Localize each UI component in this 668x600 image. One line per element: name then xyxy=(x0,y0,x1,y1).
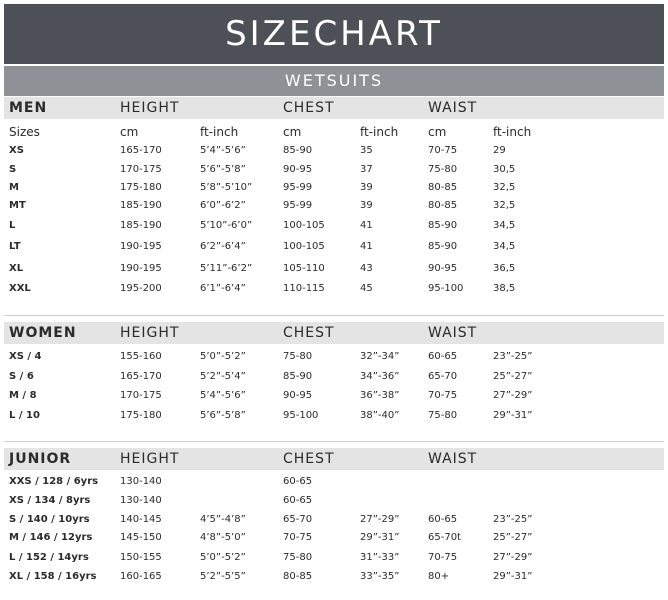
men-table-cell: 5’10”-6’0” xyxy=(200,220,253,231)
junior-table-cell: 130-140 xyxy=(120,476,162,487)
women-table-cell: 38”-40” xyxy=(360,410,400,421)
junior-section-label: JUNIOR xyxy=(9,451,72,467)
women-table-cell: 170-175 xyxy=(120,390,162,401)
women-table-cell: 5’0”-5’2” xyxy=(200,351,246,362)
chart-title: SIZECHART xyxy=(4,4,664,64)
junior-table-cell: 33”-35” xyxy=(360,571,400,582)
junior-table-cell: 70-75 xyxy=(428,552,458,563)
men-table-cell: 5’8”-5’10” xyxy=(200,182,253,193)
men-size-label: LT xyxy=(9,241,21,252)
men-table-cell: 32,5 xyxy=(493,200,516,211)
junior-table-cell: 5’2”-5’5” xyxy=(200,571,246,582)
men-table-cell: 165-170 xyxy=(120,145,162,156)
junior-table-cell: 145-150 xyxy=(120,532,162,543)
women-waist-header: WAIST xyxy=(428,325,478,341)
women-table-cell: 85-90 xyxy=(283,371,313,382)
men-size-label: MT xyxy=(9,200,26,211)
men-table-cell: 36,5 xyxy=(493,263,516,274)
junior-table-cell: 27”-29” xyxy=(493,552,533,563)
men-unit-header: Sizes xyxy=(9,125,40,139)
men-table-cell: 105-110 xyxy=(283,263,325,274)
men-size-label: XXL xyxy=(9,283,31,294)
junior-table-cell: 65-70t xyxy=(428,532,461,543)
men-table-cell: 41 xyxy=(360,220,373,231)
women-table-cell: 165-170 xyxy=(120,371,162,382)
men-size-label: L xyxy=(9,220,16,231)
men-table-cell: 80-85 xyxy=(428,200,458,211)
women-size-label: M / 8 xyxy=(9,390,37,401)
men-unit-header: cm xyxy=(120,125,139,139)
men-table-cell: 90-95 xyxy=(283,164,313,175)
men-table-cell: 30,5 xyxy=(493,164,516,175)
men-unit-header: cm xyxy=(283,125,302,139)
women-table-cell: 75-80 xyxy=(283,351,313,362)
men-table-cell: 190-195 xyxy=(120,241,162,252)
men-table-cell: 6’1”-6’4” xyxy=(200,283,246,294)
junior-height-header: HEIGHT xyxy=(120,451,180,467)
women-table-cell: 36”-38” xyxy=(360,390,400,401)
junior-table-cell: 4’5”-4’8” xyxy=(200,514,246,525)
women-table-cell: 5’4”-5’6” xyxy=(200,390,246,401)
women-table-cell: 60-65 xyxy=(428,351,458,362)
men-table-cell: 70-75 xyxy=(428,145,458,156)
men-table-cell: 37 xyxy=(360,164,373,175)
women-table-cell: 175-180 xyxy=(120,410,162,421)
women-table-cell: 32”-34” xyxy=(360,351,400,362)
junior-table-cell: 160-165 xyxy=(120,571,162,582)
junior-size-label: S / 140 / 10yrs xyxy=(9,514,90,525)
men-table-cell: 75-80 xyxy=(428,164,458,175)
women-table-cell: 90-95 xyxy=(283,390,313,401)
junior-table-cell: 31”-33” xyxy=(360,552,400,563)
men-table-cell: 100-105 xyxy=(283,220,325,231)
section-divider xyxy=(4,315,664,316)
women-table-cell: 34”-36” xyxy=(360,371,400,382)
men-table-cell: 95-100 xyxy=(428,283,464,294)
men-table-cell: 29 xyxy=(493,145,506,156)
junior-table-cell: 130-140 xyxy=(120,495,162,506)
junior-table-cell: 70-75 xyxy=(283,532,313,543)
women-table-cell: 27”-29” xyxy=(493,390,533,401)
women-table-cell: 23”-25” xyxy=(493,351,533,362)
men-section-label: MEN xyxy=(9,100,48,116)
women-table-cell: 25”-27” xyxy=(493,371,533,382)
men-table-cell: 5’4”-5’6” xyxy=(200,145,246,156)
women-size-label: XS / 4 xyxy=(9,351,42,362)
men-table-cell: 95-99 xyxy=(283,200,313,211)
men-table-cell: 32,5 xyxy=(493,182,516,193)
men-table-cell: 185-190 xyxy=(120,200,162,211)
women-table-cell: 65-70 xyxy=(428,371,458,382)
men-waist-header: WAIST xyxy=(428,100,478,116)
men-unit-header: ft-inch xyxy=(493,125,532,139)
women-chest-header: CHEST xyxy=(283,325,335,341)
junior-table-cell: 65-70 xyxy=(283,514,313,525)
junior-table-cell: 60-65 xyxy=(428,514,458,525)
men-unit-header: ft-inch xyxy=(200,125,239,139)
men-size-label: M xyxy=(9,182,19,193)
junior-table-cell: 140-145 xyxy=(120,514,162,525)
women-section-label: WOMEN xyxy=(9,325,77,341)
men-table-cell: 185-190 xyxy=(120,220,162,231)
men-size-label: XL xyxy=(9,263,24,274)
junior-table-cell: 80-85 xyxy=(283,571,313,582)
men-table-cell: 95-99 xyxy=(283,182,313,193)
junior-table-cell: 75-80 xyxy=(283,552,313,563)
women-table-cell: 5’6”-5’8” xyxy=(200,410,246,421)
men-chest-header: CHEST xyxy=(283,100,335,116)
men-table-cell: 85-90 xyxy=(283,145,313,156)
men-table-cell: 5’11”-6’2” xyxy=(200,263,253,274)
men-table-cell: 39 xyxy=(360,182,373,193)
men-size-label: XS xyxy=(9,145,24,156)
junior-size-label: XS / 134 / 8yrs xyxy=(9,495,91,506)
men-table-cell: 85-90 xyxy=(428,220,458,231)
men-table-cell: 34,5 xyxy=(493,220,516,231)
junior-size-label: M / 146 / 12yrs xyxy=(9,532,93,543)
women-table-cell: 75-80 xyxy=(428,410,458,421)
junior-size-label: XXS / 128 / 6yrs xyxy=(9,476,99,487)
women-table-cell: 5’2”-5’4” xyxy=(200,371,246,382)
chart-subtitle: WETSUITS xyxy=(4,66,664,96)
women-table-cell: 95-100 xyxy=(283,410,319,421)
men-table-cell: 35 xyxy=(360,145,373,156)
junior-waist-header: WAIST xyxy=(428,451,478,467)
men-table-cell: 34,5 xyxy=(493,241,516,252)
junior-table-cell: 80+ xyxy=(428,571,450,582)
men-unit-header: ft-inch xyxy=(360,125,399,139)
men-table-cell: 100-105 xyxy=(283,241,325,252)
men-table-cell: 6’0”-6’2” xyxy=(200,200,246,211)
junior-table-cell: 25”-27” xyxy=(493,532,533,543)
men-table-cell: 195-200 xyxy=(120,283,162,294)
women-table-cell: 70-75 xyxy=(428,390,458,401)
men-table-cell: 110-115 xyxy=(283,283,325,294)
junior-chest-header: CHEST xyxy=(283,451,335,467)
men-table-cell: 41 xyxy=(360,241,373,252)
men-table-cell: 43 xyxy=(360,263,373,274)
men-table-cell: 39 xyxy=(360,200,373,211)
men-table-cell: 6’2”-6’4” xyxy=(200,241,246,252)
junior-table-cell: 29”-31” xyxy=(360,532,400,543)
men-table-cell: 190-195 xyxy=(120,263,162,274)
men-table-cell: 80-85 xyxy=(428,182,458,193)
women-table-cell: 29”-31” xyxy=(493,410,533,421)
junior-size-label: L / 152 / 14yrs xyxy=(9,552,89,563)
men-table-cell: 85-90 xyxy=(428,241,458,252)
women-size-label: S / 6 xyxy=(9,371,34,382)
junior-table-cell: 150-155 xyxy=(120,552,162,563)
men-size-label: S xyxy=(9,164,17,175)
junior-table-cell: 29”-31” xyxy=(493,571,533,582)
junior-table-cell: 60-65 xyxy=(283,495,313,506)
junior-size-label: XL / 158 / 16yrs xyxy=(9,571,97,582)
men-height-header: HEIGHT xyxy=(120,100,180,116)
women-height-header: HEIGHT xyxy=(120,325,180,341)
men-table-cell: 175-180 xyxy=(120,182,162,193)
junior-table-cell: 23”-25” xyxy=(493,514,533,525)
junior-table-cell: 4’8”-5’0” xyxy=(200,532,246,543)
women-size-label: L / 10 xyxy=(9,410,40,421)
men-table-cell: 38,5 xyxy=(493,283,516,294)
women-table-cell: 155-160 xyxy=(120,351,162,362)
men-table-cell: 170-175 xyxy=(120,164,162,175)
men-unit-header: cm xyxy=(428,125,447,139)
men-table-cell: 45 xyxy=(360,283,373,294)
section-divider xyxy=(4,441,664,442)
junior-table-cell: 60-65 xyxy=(283,476,313,487)
men-table-cell: 90-95 xyxy=(428,263,458,274)
men-table-cell: 5’6”-5’8” xyxy=(200,164,246,175)
junior-table-cell: 27”-29” xyxy=(360,514,400,525)
junior-table-cell: 5’0”-5’2” xyxy=(200,552,246,563)
